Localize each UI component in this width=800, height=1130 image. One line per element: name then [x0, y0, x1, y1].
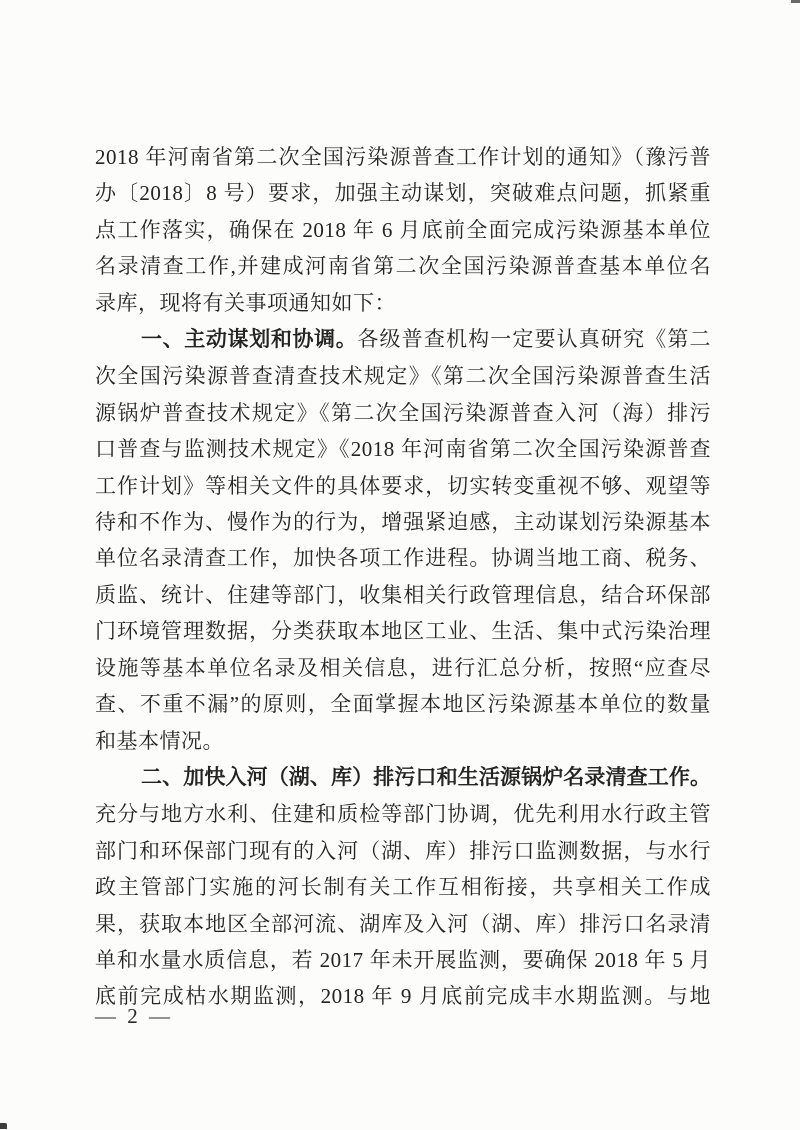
text-line	[95, 504, 711, 540]
text-line	[95, 869, 711, 905]
body-text: 底前完成枯水期监测，2018 年 9 月底前完成丰水期监测。与地	[95, 984, 711, 1009]
body-text: 点工作落实，确保在 2018 年 6 月底前全面完成污染源基本单位	[95, 217, 711, 242]
text-line	[95, 285, 711, 321]
text-line	[95, 248, 711, 284]
section-heading-text: 一、主动谋划和协调。	[141, 328, 358, 352]
text-line	[95, 723, 711, 759]
scan-artifact-bottom-left	[0, 1123, 7, 1129]
document-body	[95, 139, 711, 1015]
text-line	[95, 650, 711, 686]
body-text: 和基本情况。	[95, 728, 224, 753]
body-text: 名录清查工作,并建成河南省第二次全国污染源普查基本单位名	[95, 254, 711, 279]
text-line	[95, 468, 711, 504]
text-line	[95, 686, 711, 722]
text-line	[95, 139, 711, 175]
body-text: 工作计划》等相关文件的具体要求，切实转变重视不够、观望等	[95, 473, 711, 498]
body-text: 果，获取本地区全部河流、湖库及入河（湖、库）排污口名录清	[95, 911, 711, 936]
body-text: 单和水量水质信息，若 2017 年未开展监测，要确保 2018 年 5 月	[95, 947, 711, 972]
text-line	[95, 906, 711, 942]
body-text: 办〔2018〕8 号）要求，加强主动谋划，突破难点问题，抓紧重	[95, 181, 711, 206]
text-line	[95, 212, 711, 248]
body-text: 充分与地方水利、住建和质检等部门协调，优先利用水行政主管	[95, 802, 711, 827]
text-line	[95, 613, 711, 649]
body-text: 录库，现将有关事项通知如下：	[95, 290, 396, 315]
body-text: 待和不作为、慢作为的行为，增强紧迫感，主动谋划污染源基本	[95, 510, 711, 535]
body-text: 查、不重不漏”的原则，全面掌握本地区污染源基本单位的数量	[95, 692, 711, 717]
body-text: 2018 年河南省第二次全国污染源普查工作计划的通知》（豫污普	[95, 145, 711, 169]
body-text: 源锅炉普查技术规定》《第二次全国污染源普查入河（海）排污	[95, 400, 711, 425]
body-text: 口普查与监测技术规定》《2018 年河南省第二次全国污染源普查	[95, 437, 711, 462]
body-text: 门环境管理数据，分类获取本地区工业、生活、集中式污染治理	[95, 619, 711, 644]
body-text: 部门和环保部门现有的入河（湖、库）排污口监测数据，与水行	[95, 838, 711, 863]
text-line	[95, 577, 711, 613]
body-text: 质监、统计、住建等部门，收集相关行政管理信息，结合环保部	[95, 582, 711, 607]
body-text: 单位名录清查工作，加快各项工作进程。协调当地工商、税务、	[95, 546, 711, 571]
text-line	[95, 321, 711, 358]
text-line	[95, 833, 711, 869]
text-line	[95, 175, 711, 211]
text-line	[95, 759, 711, 796]
text-line	[95, 395, 711, 431]
text-line	[95, 431, 711, 467]
body-text: 设施等基本单位名录及相关信息，进行汇总分析，按照“应查尽	[95, 655, 711, 680]
scan-artifact-top-right	[791, 0, 800, 3]
text-line	[95, 358, 711, 394]
text-line	[95, 942, 711, 978]
page-number: — 2 —	[95, 1004, 173, 1028]
body-text: 各级普查机构一定要认真研究《第二	[357, 327, 712, 352]
text-line	[95, 978, 711, 1014]
text-line	[95, 540, 711, 576]
body-text: 次全国污染源普查清查技术规定》《第二次全国污染源普查生活	[95, 364, 711, 389]
body-text: 政主管部门实施的河长制有关工作互相衔接，共享相关工作成	[95, 875, 711, 900]
text-line	[95, 796, 711, 832]
section-heading-text: 二、加快入河（湖、库）排污口和生活源锅炉名录清查工作。	[141, 765, 711, 789]
